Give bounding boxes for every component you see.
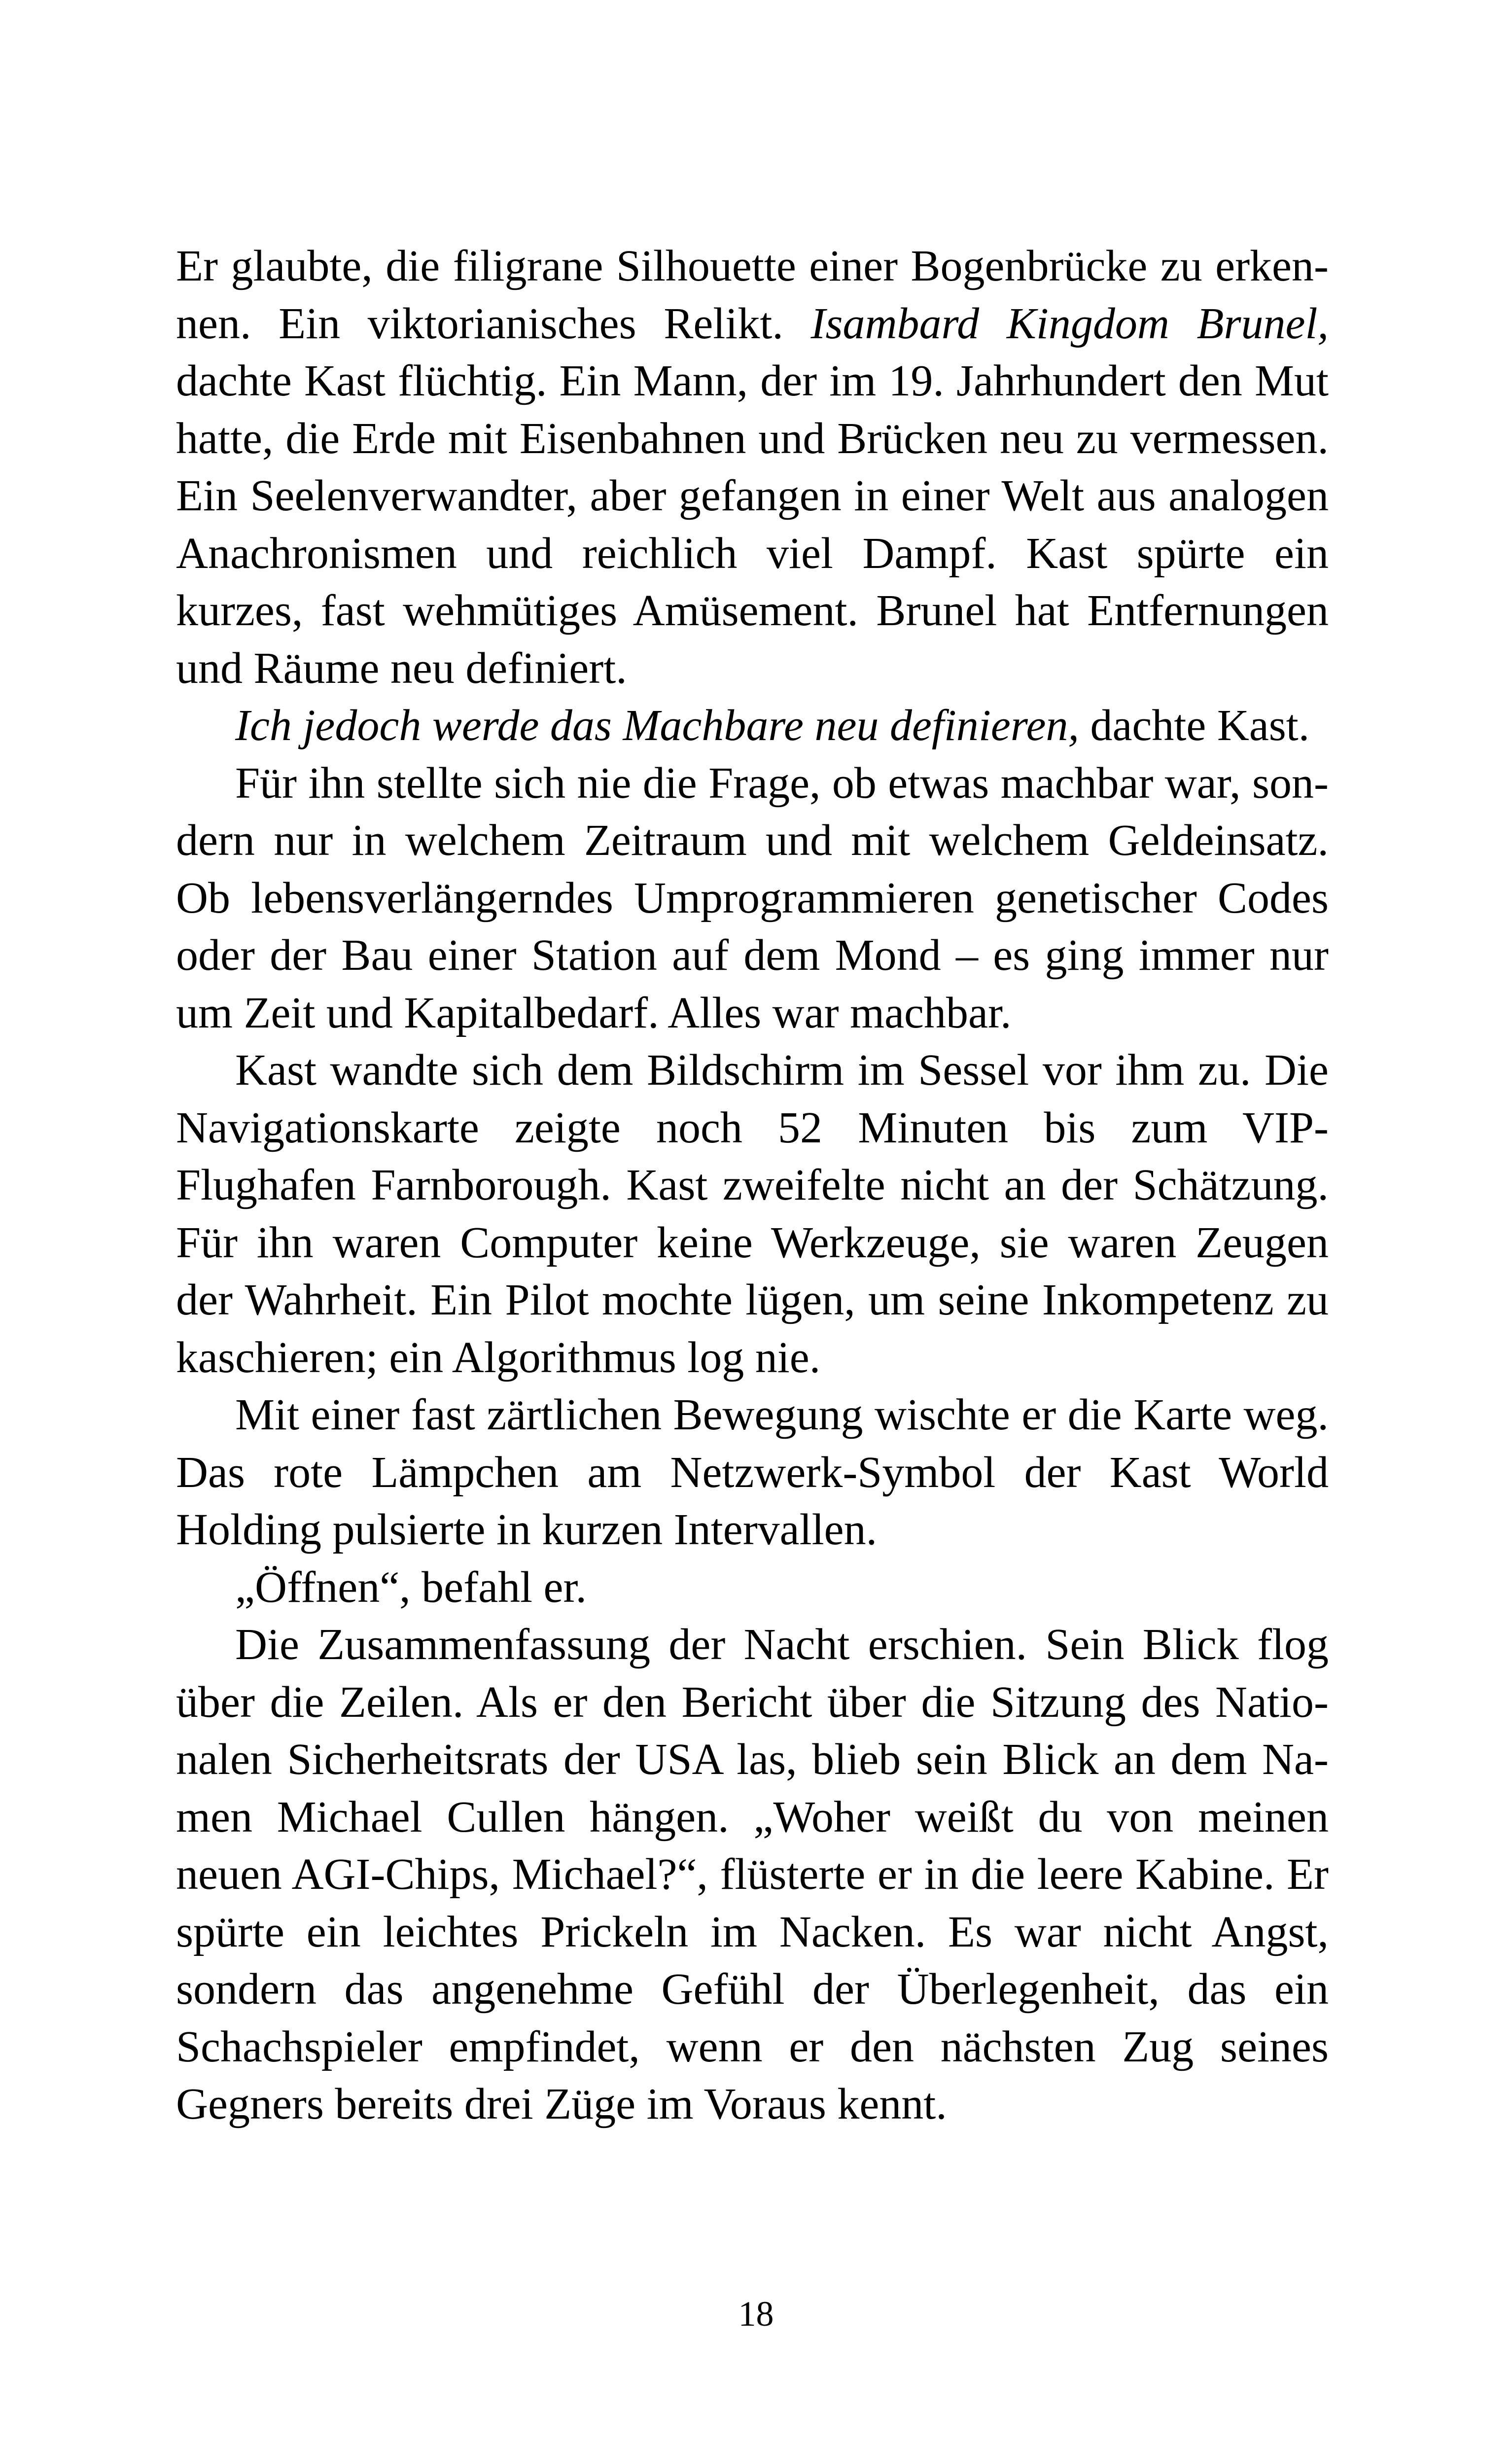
paragraph	[176, 697, 1329, 755]
text-run: dachte Kast flüchtig. Ein Mann, der im 19. Jahrhundert den Mut hatte, die Erde mit Eisenbahnen und Brücken neu zu vermessen. Ein Seelenverwandter, aber gefangen in einer Welt aus analogen Anachronismen und reichlich viel Dampf. Kast spürte ein kurzes, fast wehmütiges Amüsement. Brunel hat Entfernungen und Räume neu definiert.	[176, 356, 1329, 693]
body-text	[176, 238, 1329, 2133]
italic-text-run: Isambard Kingdom Brunel,	[810, 299, 1329, 348]
paragraph	[176, 238, 1329, 697]
text-run: Mit einer fast zärtlichen Bewegung wischte er die Karte weg. Das rote Lämpchen am Netzwerk-Symbol der Kast World Holding pulsierte in kurzen Intervallen.	[176, 1390, 1329, 1554]
text-run: dachte Kast.	[1079, 701, 1310, 750]
paragraph	[176, 1042, 1329, 1386]
page-number: 18	[738, 2294, 774, 2334]
paragraph	[176, 1559, 1329, 1617]
text-run: Für ihn stellte sich nie die Frage, ob etwas machbar war, sondern nur in welchem Zeitraum und mit welchem Geldeinsatz. Ob lebensverlängerndes Umprogrammieren genetischer Codes oder der Bau einer Station auf dem Mond – es ging immer nur um Zeit und Kapitalbedarf. Alles war machbar.	[176, 758, 1329, 1037]
paragraph	[176, 1386, 1329, 1559]
paragraph	[176, 1616, 1329, 2133]
text-run: Die Zusammenfassung der Nacht erschien. Sein Blick flog über die Zeilen. Als er den Bericht über die Sitzung des Nationalen Sicherheitsrats der USA las, blieb sein Blick an dem Namen Michael Cullen hängen. „Woher weißt du von meinen neuen AGI-Chips, Michael?“, flüsterte er in die leere Kabine. Er spürte ein leichtes Prickeln im Nacken. Es war nicht Angst, sondern das angenehme Gefühl der Überlegenheit, das ein Schachspieler empfindet, wenn er den nächsten Zug seines Gegners bereits drei Züge im Voraus kennt.	[176, 1620, 1329, 2128]
paragraph	[176, 755, 1329, 1042]
italic-text-run: Ich jedoch werde das Machbare neu definieren,	[235, 701, 1079, 750]
text-run: „Öffnen“, befahl er.	[235, 1562, 587, 1612]
text-run: Er glaubte, die filigrane Silhouette einer Bogenbrücke zu erkennen. Ein viktorianisches Relikt.	[176, 242, 1329, 348]
text-run: Kast wandte sich dem Bildschirm im Sessel vor ihm zu. Die Navigationskarte zeigte noch 52 Minuten bis zum VIP-Flughafen Farnborough. Kast zweifelte nicht an der Schätzung. Für ihn waren Computer keine Werkzeuge, sie waren Zeugen der Wahrheit. Ein Pilot mochte lügen, um seine Inkompetenz zu kaschieren; ein Algorithmus log nie.	[176, 1046, 1329, 1382]
